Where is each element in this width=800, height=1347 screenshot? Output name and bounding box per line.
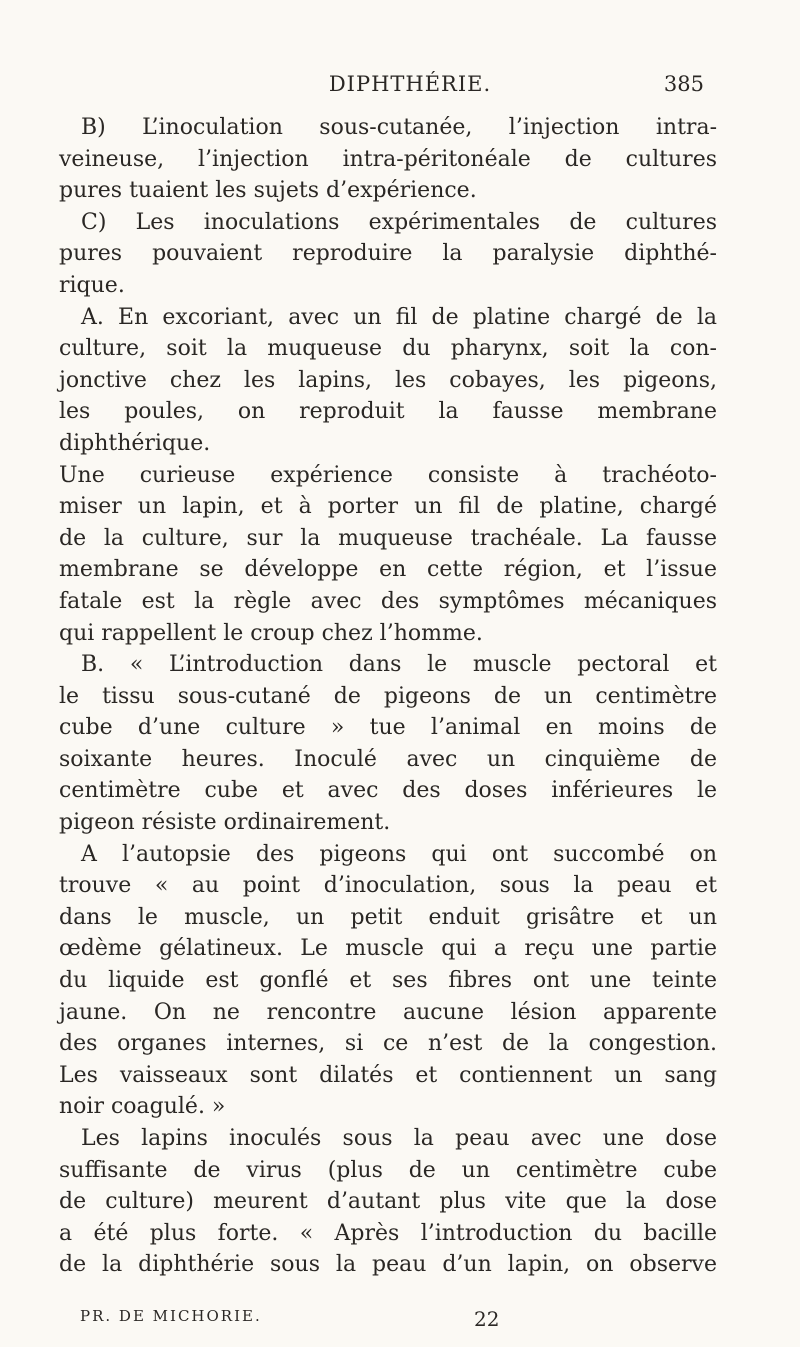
text-line: Les vaisseaux sont dilatés et contiennent un sang <box>59 1062 717 1088</box>
running-title: DIPHTHÉRIE. <box>328 72 492 96</box>
text-line: de culture) meurent d’autant plus vite que la dose <box>59 1189 717 1215</box>
sheet-number: 22 <box>474 1307 500 1331</box>
text-line: dans le muscle, un petit enduit grisâtre et un <box>59 904 717 930</box>
text-line: a été plus forte. « Après l’introduction du bacille <box>59 1220 717 1246</box>
text-line: de la culture, sur la muqueuse trachéale. La fausse <box>59 525 717 551</box>
text-line: qui rappellent le croup chez l’homme. <box>59 620 483 646</box>
text-line: membrane se développe en cette région, et l’issue <box>59 557 717 583</box>
text-line: Une curieuse expérience consiste à trachéoto- <box>59 462 717 488</box>
text-line: C) Les inoculations expérimentales de cultures <box>81 209 717 235</box>
text-line: trouve « au point d’inoculation, sous la peau et <box>59 873 717 899</box>
text-line: B) L’inoculation sous-cutanée, l’injection intra- <box>81 115 717 140</box>
printer-signature: PR. DE MICHORIE. <box>80 1307 262 1325</box>
running-header <box>0 72 800 102</box>
text-line: le tissu sous-cutané de pigeons de un centimètre <box>59 683 717 709</box>
text-line: miser un lapin, et à porter un fil de platine, chargé <box>59 494 717 520</box>
body-text <box>59 112 717 1281</box>
text-line: noir coagulé. » <box>59 1094 226 1120</box>
text-line: centimètre cube et avec des doses inférieures le <box>59 778 717 804</box>
text-line: A. En excoriant, avec un fil de platine chargé de la <box>81 304 717 330</box>
text-line: cube d’une culture » tue l’animal en moins de <box>59 715 717 741</box>
text-line: culture, soit la muqueuse du pharynx, soit la con- <box>59 336 717 362</box>
text-line: jaune. On ne rencontre aucune lésion apparente <box>59 999 717 1025</box>
page-footer <box>0 1307 800 1331</box>
page-number: 385 <box>663 72 704 96</box>
text-line: pures pouvaient reproduire la paralysie diphthé- <box>59 241 717 267</box>
text-line: veineuse, l’injection intra-péritonéale de cultures <box>59 146 717 172</box>
text-line: Les lapins inoculés sous la peau avec une dose <box>81 1126 717 1151</box>
text-line: suffisante de virus (plus de un centimètre cube <box>59 1157 717 1183</box>
text-line: pigeon résiste ordinairement. <box>59 810 391 836</box>
text-line: œdème gélatineux. Le muscle qui a reçu une partie <box>59 936 717 962</box>
text-line: jonctive chez les lapins, les cobayes, les pigeons, <box>59 367 717 393</box>
text-line: rique. <box>59 272 125 298</box>
text-line: du liquide est gonflé et ses fibres ont une teinte <box>59 968 717 994</box>
text-line: de la diphthérie sous la peau d’un lapin, on observe <box>59 1252 717 1278</box>
text-line: diphthérique. <box>59 430 211 456</box>
text-line: des organes internes, si ce n’est de la congestion. <box>59 1031 717 1057</box>
text-line: B. « L’introduction dans le muscle pectoral et <box>81 652 717 678</box>
text-line: pures tuaient les sujets d’expérience. <box>59 178 477 204</box>
text-line: les poules, on reproduit la fausse membrane <box>59 399 717 425</box>
text-line: fatale est la règle avec des symptômes mécaniques <box>59 588 717 614</box>
text-line: soixante heures. Inoculé avec un cinquième de <box>59 746 717 772</box>
text-line: A l’autopsie des pigeons qui ont succombé on <box>81 841 717 867</box>
